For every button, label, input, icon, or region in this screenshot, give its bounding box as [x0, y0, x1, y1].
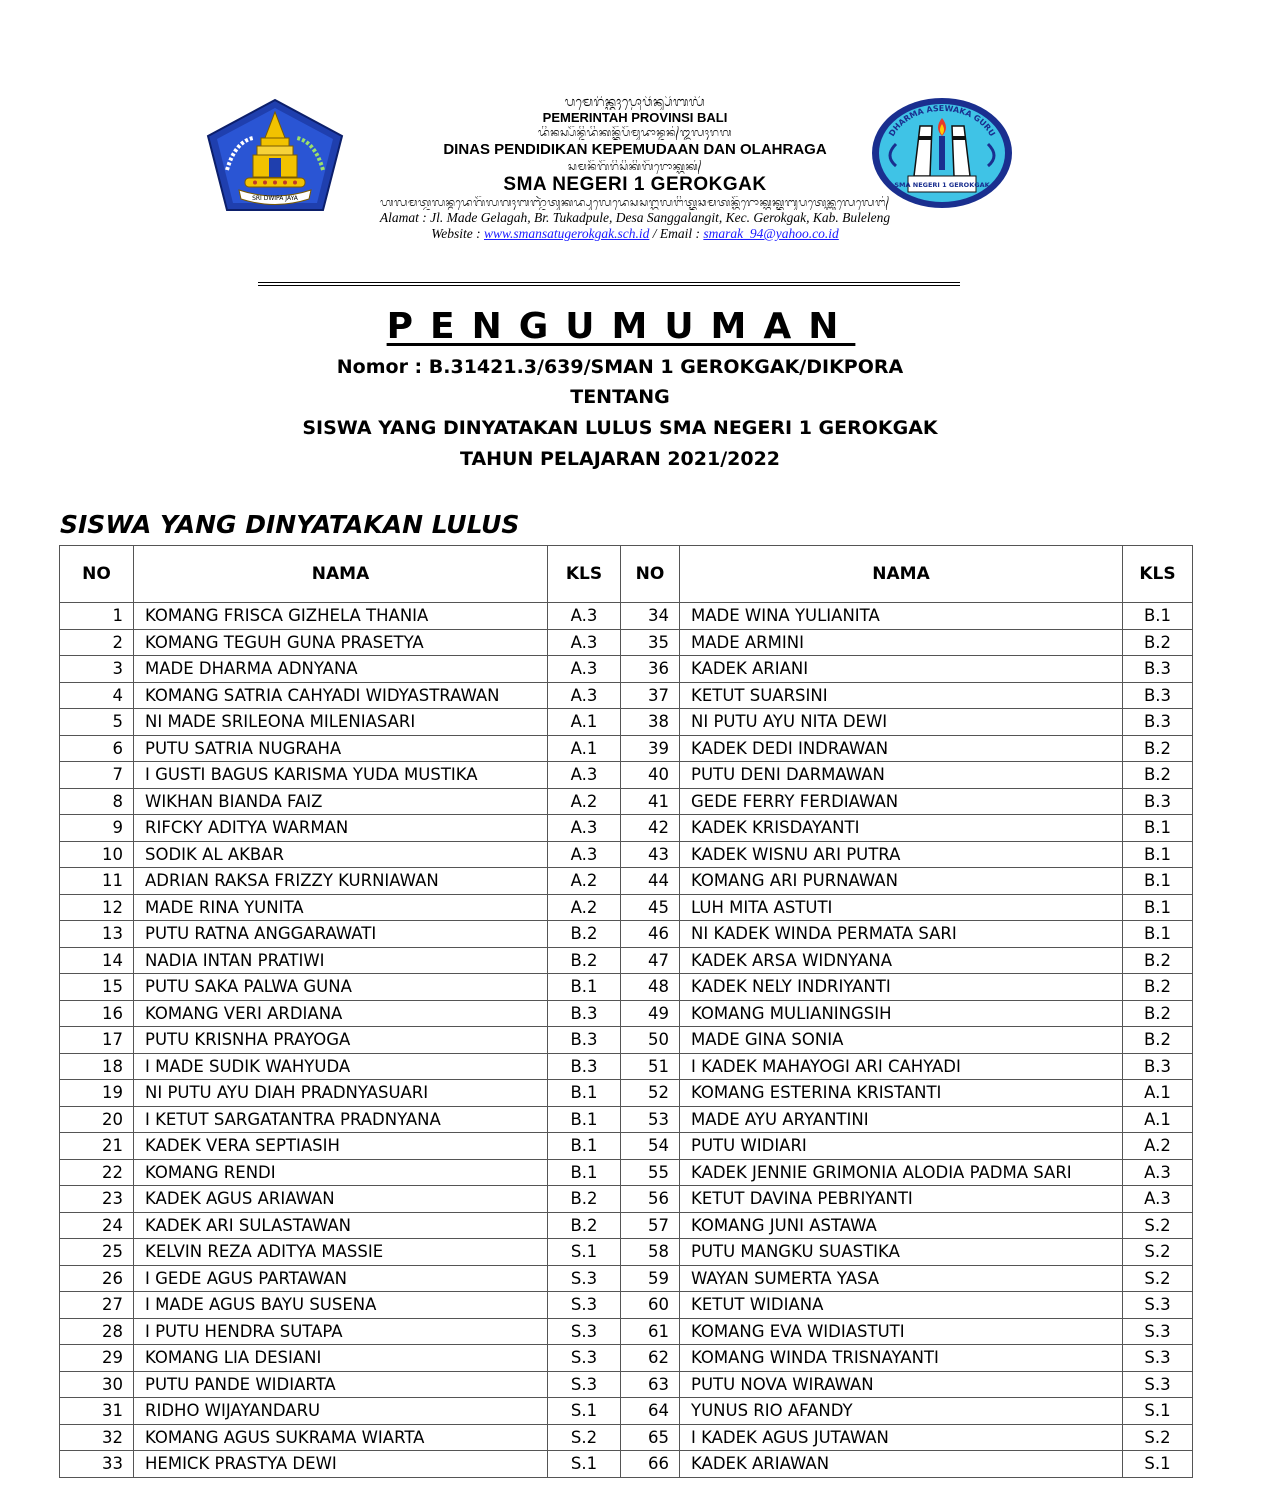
- student-name: I PUTU HENDRA SUTAPA: [134, 1318, 548, 1345]
- student-number: 53: [621, 1106, 680, 1133]
- student-class: S.3: [1123, 1292, 1193, 1319]
- student-class: B.2: [1123, 629, 1193, 656]
- student-name: NI MADE SRILEONA MILENIASARI: [134, 709, 548, 736]
- student-class: A.3: [548, 815, 621, 842]
- student-number: 9: [60, 815, 134, 842]
- student-number: 11: [60, 868, 134, 895]
- table-row: [60, 1371, 1193, 1398]
- announcement-about: TENTANG: [570, 386, 670, 408]
- header-name: NAMA: [680, 546, 1123, 603]
- student-name: KADEK DEDI INDRAWAN: [680, 735, 1123, 762]
- student-class: A.3: [548, 762, 621, 789]
- student-name: KOMANG SATRIA CAHYADI WIDYASTRAWAN: [134, 682, 548, 709]
- student-class: B.3: [1123, 682, 1193, 709]
- student-name: KADEK ARI SULASTAWAN: [134, 1212, 548, 1239]
- table-row: [60, 656, 1193, 683]
- school-name: SMA NEGERI 1 GEROKGAK: [503, 174, 767, 195]
- student-class: S.1: [1123, 1398, 1193, 1425]
- student-number: 55: [621, 1159, 680, 1186]
- table-row: [60, 1186, 1193, 1213]
- student-class: S.1: [548, 1398, 621, 1425]
- letterhead-text: [260, 96, 1010, 242]
- student-number: 8: [60, 788, 134, 815]
- student-number: 24: [60, 1212, 134, 1239]
- student-name: KOMANG WINDA TRISNAYANTI: [680, 1345, 1123, 1372]
- student-name: PUTU RATNA ANGGARAWATI: [134, 921, 548, 948]
- student-number: 62: [621, 1345, 680, 1372]
- table-body: [60, 603, 1193, 1478]
- student-number: 63: [621, 1371, 680, 1398]
- student-number: 65: [621, 1424, 680, 1451]
- student-number: 38: [621, 709, 680, 736]
- table-row: [60, 974, 1193, 1001]
- letterhead: [0, 0, 1270, 290]
- student-class: A.3: [548, 841, 621, 868]
- student-class: B.2: [1123, 735, 1193, 762]
- student-name: PUTU WIDIARI: [680, 1133, 1123, 1160]
- student-number: 14: [60, 947, 134, 974]
- student-number: 64: [621, 1398, 680, 1425]
- table-row: [60, 629, 1193, 656]
- student-name: PUTU MANGKU SUASTIKA: [680, 1239, 1123, 1266]
- student-number: 35: [621, 629, 680, 656]
- student-number: 42: [621, 815, 680, 842]
- table-row: [60, 921, 1193, 948]
- balinese-script-line: ᬲᬫᬦᭂᬕᭂᬭᬶᬲᬶᬓᬶᬕᭂᬭᭀᬓ᭄ᬕᬓ᭄: [567, 160, 703, 173]
- student-class: S.1: [548, 1239, 621, 1266]
- student-name: GEDE FERRY FERDIAWAN: [680, 788, 1123, 815]
- student-number: 7: [60, 762, 134, 789]
- student-class: A.2: [548, 894, 621, 921]
- student-name: PUTU DENI DARMAWAN: [680, 762, 1123, 789]
- student-class: B.3: [548, 1053, 621, 1080]
- student-number: 43: [621, 841, 680, 868]
- student-name: KOMANG LIA DESIANI: [134, 1345, 548, 1372]
- student-class: A.2: [548, 788, 621, 815]
- student-name: KOMANG FRISCA GIZHELA THANIA: [134, 603, 548, 630]
- table-row: [60, 894, 1193, 921]
- student-name: KOMANG JUNI ASTAWA: [680, 1212, 1123, 1239]
- student-name: NADIA INTAN PRATIWI: [134, 947, 548, 974]
- student-name: I GUSTI BAGUS KARISMA YUDA MUSTIKA: [134, 762, 548, 789]
- student-number: 58: [621, 1239, 680, 1266]
- student-number: 40: [621, 762, 680, 789]
- student-class: B.2: [1123, 947, 1193, 974]
- svg-text:DHARMA ASEWAKA GURU: DHARMA ASEWAKA GURU: [887, 103, 997, 138]
- student-class: A.1: [548, 709, 621, 736]
- student-class: A.1: [1123, 1106, 1193, 1133]
- student-number: 54: [621, 1133, 680, 1160]
- student-class: B.3: [1123, 656, 1193, 683]
- student-class: B.1: [548, 1080, 621, 1107]
- student-number: 13: [60, 921, 134, 948]
- student-number: 12: [60, 894, 134, 921]
- student-number: 19: [60, 1080, 134, 1107]
- student-name: MADE AYU ARYANTINI: [680, 1106, 1123, 1133]
- student-name: KADEK JENNIE GRIMONIA ALODIA PADMA SARI: [680, 1159, 1123, 1186]
- announcement-title: PENGUMUMAN: [386, 306, 856, 347]
- government-name: PEMERINTAH PROVINSI BALI: [542, 110, 728, 125]
- student-number: 30: [60, 1371, 134, 1398]
- student-class: A.2: [1123, 1133, 1193, 1160]
- table-row: [60, 1133, 1193, 1160]
- table-row: [60, 1212, 1193, 1239]
- table-row: [60, 1053, 1193, 1080]
- table-row: [60, 1000, 1193, 1027]
- student-number: 50: [621, 1027, 680, 1054]
- student-class: S.2: [1123, 1212, 1193, 1239]
- student-number: 10: [60, 841, 134, 868]
- table-row: [60, 868, 1193, 895]
- student-name: MADE DHARMA ADNYANA: [134, 656, 548, 683]
- student-name: MADE RINA YUNITA: [134, 894, 548, 921]
- student-number: 57: [621, 1212, 680, 1239]
- student-class: B.2: [1123, 762, 1193, 789]
- student-name: KOMANG TEGUH GUNA PRASETYA: [134, 629, 548, 656]
- student-number: 26: [60, 1265, 134, 1292]
- student-name: KOMANG ARI PURNAWAN: [680, 868, 1123, 895]
- student-class: B.1: [548, 1106, 621, 1133]
- student-name: NI PUTU AYU DIAH PRADNYASUARI: [134, 1080, 548, 1107]
- student-class: S.2: [1123, 1265, 1193, 1292]
- student-class: S.1: [1123, 1451, 1193, 1478]
- student-class: B.1: [1123, 894, 1193, 921]
- student-name: KETUT DAVINA PEBRIYANTI: [680, 1186, 1123, 1213]
- student-class: S.3: [548, 1345, 621, 1372]
- website-link[interactable]: www.smansatugerokgak.sch.id: [483, 226, 650, 241]
- student-name: I MADE AGUS BAYU SUSENA: [134, 1292, 548, 1319]
- student-class: B.2: [1123, 974, 1193, 1001]
- student-number: 28: [60, 1318, 134, 1345]
- student-class: B.2: [1123, 1000, 1193, 1027]
- header-class: KLS: [1123, 546, 1193, 603]
- student-class: B.2: [548, 921, 621, 948]
- school-address: Alamat : Jl. Made Gelagah, Br. Tukadpule, Desa Sanggalangit, Kec. Gerokgak, Kab. Buleleng: [379, 210, 891, 225]
- section-title: SISWA YANG DINYATAKAN LULUS: [60, 510, 520, 539]
- student-class: S.3: [548, 1371, 621, 1398]
- student-number: 21: [60, 1133, 134, 1160]
- table-row: [60, 1159, 1193, 1186]
- student-class: A.3: [1123, 1186, 1193, 1213]
- student-class: A.1: [1123, 1080, 1193, 1107]
- student-number: 23: [60, 1186, 134, 1213]
- student-number: 49: [621, 1000, 680, 1027]
- table-row: [60, 1424, 1193, 1451]
- student-number: 6: [60, 735, 134, 762]
- table-row: [60, 1106, 1193, 1133]
- email-link[interactable]: smarak_94@yahoo.co.id: [703, 226, 839, 241]
- student-class: B.1: [1123, 815, 1193, 842]
- table-row: [60, 1265, 1193, 1292]
- student-name: WIKHAN BIANDA FAIZ: [134, 788, 548, 815]
- letterhead-divider: [258, 282, 960, 286]
- student-class: B.3: [1123, 1053, 1193, 1080]
- student-class: A.3: [1123, 1159, 1193, 1186]
- student-name: MADE WINA YULIANITA: [680, 603, 1123, 630]
- student-class: B.2: [1123, 1027, 1193, 1054]
- student-number: 61: [621, 1318, 680, 1345]
- student-name: KOMANG VERI ARDIANA: [134, 1000, 548, 1027]
- table-row: [60, 762, 1193, 789]
- student-number: 27: [60, 1292, 134, 1319]
- student-name: KADEK KRISDAYANTI: [680, 815, 1123, 842]
- student-name: KOMANG AGUS SUKRAMA WIARTA: [134, 1424, 548, 1451]
- student-number: 29: [60, 1345, 134, 1372]
- student-class: B.1: [548, 1159, 621, 1186]
- student-class: A.1: [548, 735, 621, 762]
- student-name: MADE ARMINI: [680, 629, 1123, 656]
- student-name: MADE GINA SONIA: [680, 1027, 1123, 1054]
- student-class: S.2: [1123, 1424, 1193, 1451]
- table-row: [60, 1451, 1193, 1478]
- student-number: 45: [621, 894, 680, 921]
- student-number: 5: [60, 709, 134, 736]
- email-label: / Email :: [652, 226, 700, 241]
- header-no: NO: [60, 546, 134, 603]
- student-number: 46: [621, 921, 680, 948]
- student-class: S.3: [1123, 1371, 1193, 1398]
- student-class: A.3: [548, 603, 621, 630]
- table-row: [60, 841, 1193, 868]
- table-row: [60, 788, 1193, 815]
- student-class: S.2: [548, 1424, 621, 1451]
- svg-text:SRI DWIPA JAYA: SRI DWIPA JAYA: [252, 195, 298, 202]
- student-name: PUTU KRISNHA PRAYOGA: [134, 1027, 548, 1054]
- table-row: [60, 735, 1193, 762]
- student-number: 25: [60, 1239, 134, 1266]
- student-number: 16: [60, 1000, 134, 1027]
- student-class: A.3: [548, 656, 621, 683]
- student-name: PUTU NOVA WIRAWAN: [680, 1371, 1123, 1398]
- student-class: B.1: [1123, 841, 1193, 868]
- student-name: RIFCKY ADITYA WARMAN: [134, 815, 548, 842]
- table-header-row: [60, 546, 1193, 603]
- student-class: B.1: [1123, 868, 1193, 895]
- student-number: 47: [621, 947, 680, 974]
- table-row: [60, 709, 1193, 736]
- student-name: I KETUT SARGATANTRA PRADNYANA: [134, 1106, 548, 1133]
- student-class: B.1: [548, 1133, 621, 1160]
- student-number: 33: [60, 1451, 134, 1478]
- student-class: B.3: [548, 1027, 621, 1054]
- student-number: 37: [621, 682, 680, 709]
- student-number: 32: [60, 1424, 134, 1451]
- student-number: 60: [621, 1292, 680, 1319]
- website-label: Website :: [431, 226, 481, 241]
- student-name: ADRIAN RAKSA FRIZZY KURNIAWAN: [134, 868, 548, 895]
- student-number: 31: [60, 1398, 134, 1425]
- table-row: [60, 1292, 1193, 1319]
- student-class: B.1: [1123, 603, 1193, 630]
- student-class: S.1: [548, 1451, 621, 1478]
- balinese-script-line: ᬤᬶᬦᬲ᭄ᬧᭂᬦ᭄ᬤᬶᬤᬶᬓᬦ᭄ᬓᭂᬧᭂᬫᬸᬤᬵᬦ᭄ᬤᬦ᭄ᬑᬮᬄᬭᬕ: [538, 126, 732, 139]
- table-row: [60, 947, 1193, 974]
- student-number: 4: [60, 682, 134, 709]
- student-name: KOMANG RENDI: [134, 1159, 548, 1186]
- student-name: I MADE SUDIK WAHYUDA: [134, 1053, 548, 1080]
- student-class: B.1: [1123, 921, 1193, 948]
- student-name: I KADEK MAHAYOGI ARI CAHYADI: [680, 1053, 1123, 1080]
- student-name: PUTU PANDE WIDIARTA: [134, 1371, 548, 1398]
- student-class: A.3: [548, 629, 621, 656]
- student-name: KOMANG EVA WIDIASTUTI: [680, 1318, 1123, 1345]
- student-class: S.3: [548, 1265, 621, 1292]
- table-row: [60, 682, 1193, 709]
- student-name: NI KADEK WINDA PERMATA SARI: [680, 921, 1123, 948]
- student-name: KADEK ARIAWAN: [680, 1451, 1123, 1478]
- student-name: KADEK ARIANI: [680, 656, 1123, 683]
- table-row: [60, 1080, 1193, 1107]
- svg-text:SMA NEGERI 1 GEROKGAK: SMA NEGERI 1 GEROKGAK: [894, 181, 990, 189]
- student-number: 41: [621, 788, 680, 815]
- balinese-script-line: ᬳᬮᬫᬢ᭄ᬚᬮᬦ᭄ᬫᬤᬾᬕᭂᬮᬕᬄᬩᬜ᭄ᬚᬃᬢᬸᬓᬤ᭄ᬧᬸᬮᬾᬤᬾᬲᬲᬗ᭄ᬕᬮᬗᬶᬢ᭄ᬓᬘᬫᬢᬦ᭄ᬕᭂᬭᭀᬓ᭄ᬕᬓ᭄ᬓᬩᬸᬧᬢᬾᬦ᭄ᬩᬸᬮᬾᬮᬾᬗ᭄: [380, 196, 890, 209]
- student-number: 56: [621, 1186, 680, 1213]
- student-name: KADEK NELY INDRIYANTI: [680, 974, 1123, 1001]
- student-name: KETUT SUARSINI: [680, 682, 1123, 709]
- student-class: A.2: [548, 868, 621, 895]
- balinese-script-line: ᬧᬫᬾᬭᬶᬦ᭄ᬢᬄᬧ᭄ᬭᭀᬯᬶᬦ᭄ᬲᬶᬩᬮᬶ: [564, 96, 706, 110]
- student-name: KOMANG ESTERINA KRISTANTI: [680, 1080, 1123, 1107]
- header-no: NO: [621, 546, 680, 603]
- student-number: 18: [60, 1053, 134, 1080]
- student-class: B.3: [1123, 788, 1193, 815]
- student-class: S.3: [1123, 1318, 1193, 1345]
- student-number: 66: [621, 1451, 680, 1478]
- student-name: NI PUTU AYU NITA DEWI: [680, 709, 1123, 736]
- student-name: LUH MITA ASTUTI: [680, 894, 1123, 921]
- student-name: PUTU SATRIA NUGRAHA: [134, 735, 548, 762]
- student-number: 20: [60, 1106, 134, 1133]
- student-number: 36: [621, 656, 680, 683]
- contact-line: [260, 226, 1010, 242]
- student-number: 34: [621, 603, 680, 630]
- student-class: S.3: [1123, 1345, 1193, 1372]
- student-class: B.2: [548, 1212, 621, 1239]
- student-name: KADEK AGUS ARIAWAN: [134, 1186, 548, 1213]
- table-row: [60, 1239, 1193, 1266]
- student-number: 39: [621, 735, 680, 762]
- header-name: NAMA: [134, 546, 548, 603]
- student-name: HEMICK PRASTYA DEWI: [134, 1451, 548, 1478]
- table-row: [60, 1398, 1193, 1425]
- student-name: SODIK AL AKBAR: [134, 841, 548, 868]
- department-name: DINAS PENDIDIKAN KEPEMUDAAN DAN OLAHRAGA: [443, 141, 827, 158]
- student-name: KOMANG MULIANINGSIH: [680, 1000, 1123, 1027]
- student-class: S.3: [548, 1292, 621, 1319]
- student-number: 17: [60, 1027, 134, 1054]
- student-class: B.3: [1123, 709, 1193, 736]
- table-row: [60, 815, 1193, 842]
- student-name: PUTU SAKA PALWA GUNA: [134, 974, 548, 1001]
- student-class: B.1: [548, 974, 621, 1001]
- table-row: [60, 1345, 1193, 1372]
- student-class: S.2: [1123, 1239, 1193, 1266]
- student-name: KETUT WIDIANA: [680, 1292, 1123, 1319]
- table-row: [60, 603, 1193, 630]
- student-class: B.2: [548, 947, 621, 974]
- student-name: WAYAN SUMERTA YASA: [680, 1265, 1123, 1292]
- student-name: KADEK WISNU ARI PUTRA: [680, 841, 1123, 868]
- student-name: RIDHO WIJAYANDARU: [134, 1398, 548, 1425]
- announcement-number: Nomor : B.31421.3/639/SMAN 1 GEROKGAK/DIKPORA: [336, 356, 904, 378]
- student-number: 15: [60, 974, 134, 1001]
- student-number: 52: [621, 1080, 680, 1107]
- student-number: 48: [621, 974, 680, 1001]
- table-row: [60, 1318, 1193, 1345]
- student-name: YUNUS RIO AFANDY: [680, 1398, 1123, 1425]
- student-number: 22: [60, 1159, 134, 1186]
- student-class: A.3: [548, 682, 621, 709]
- student-name: KADEK ARSA WIDNYANA: [680, 947, 1123, 974]
- student-number: 1: [60, 603, 134, 630]
- header-class: KLS: [548, 546, 621, 603]
- student-class: B.3: [548, 1000, 621, 1027]
- student-name: KELVIN REZA ADITYA MASSIE: [134, 1239, 548, 1266]
- student-name: I KADEK AGUS JUTAWAN: [680, 1424, 1123, 1451]
- student-class: B.2: [548, 1186, 621, 1213]
- student-class: S.3: [548, 1318, 621, 1345]
- graduates-table: [59, 545, 1193, 1478]
- student-number: 3: [60, 656, 134, 683]
- announcement-subject: SISWA YANG DINYATAKAN LULUS SMA NEGERI 1 GEROKGAK: [302, 417, 938, 439]
- student-number: 51: [621, 1053, 680, 1080]
- table-row: [60, 1027, 1193, 1054]
- student-number: 44: [621, 868, 680, 895]
- student-name: KADEK VERA SEPTIASIH: [134, 1133, 548, 1160]
- student-number: 59: [621, 1265, 680, 1292]
- student-number: 2: [60, 629, 134, 656]
- student-name: I GEDE AGUS PARTAWAN: [134, 1265, 548, 1292]
- announcement-year: TAHUN PELAJARAN 2021/2022: [459, 448, 781, 470]
